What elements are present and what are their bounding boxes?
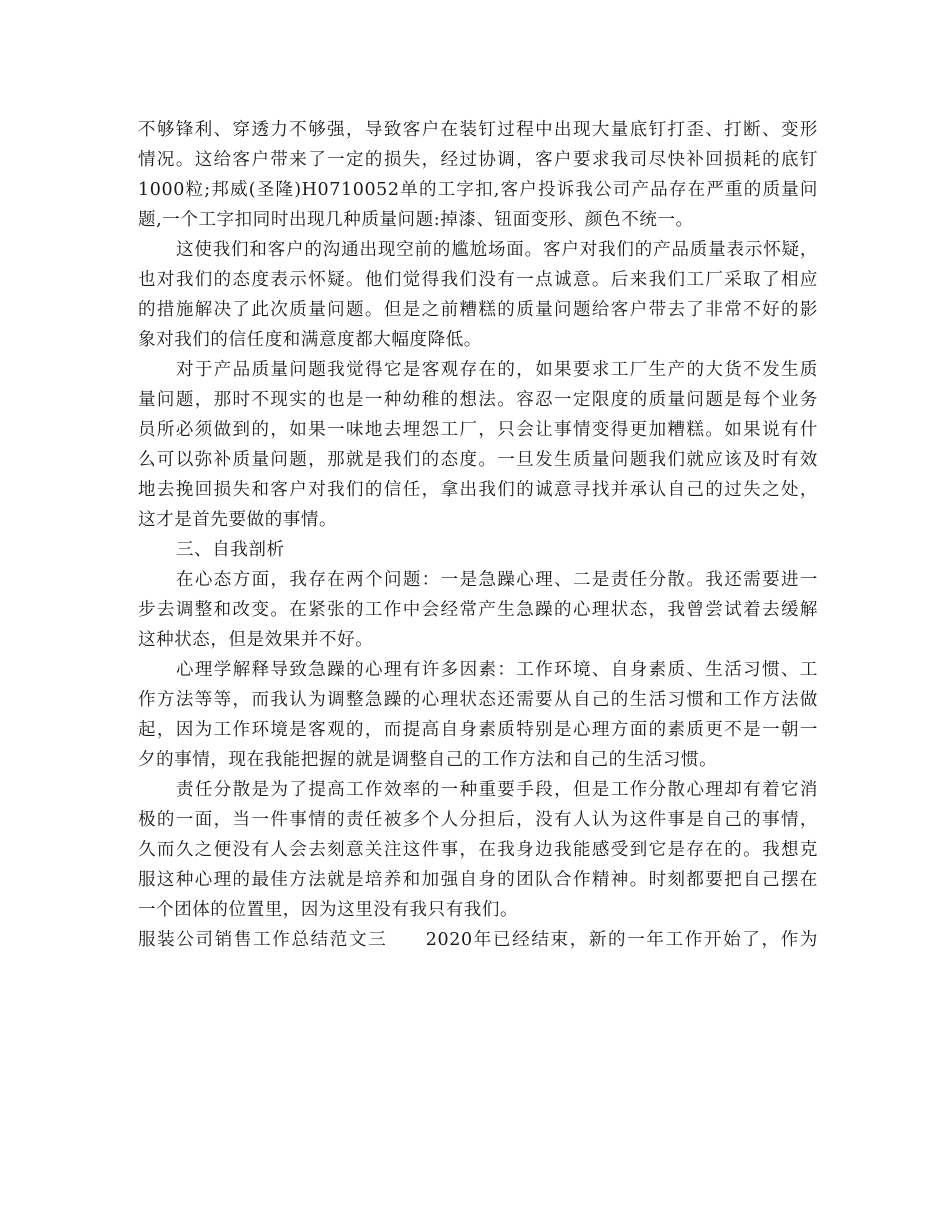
paragraph-line: 服装公司销售工作总结范文三 2020年已经结束，新的一年工作开始了，作为 bbox=[138, 930, 818, 950]
paragraph-line: 象对我们的信任度和满意度都大幅度降低。 bbox=[138, 330, 482, 350]
paragraph-line: 起，因为工作环境是客观的，而提高自身素质特别是心理方面的素质更不是一朝一 bbox=[138, 720, 818, 740]
paragraph-line: 员所必须做到的，如果一味地去埋怨工厂，只会让事情变得更加糟糕。如果说有什 bbox=[138, 420, 818, 440]
paragraph-line: 步去调整和改变。在紧张的工作中会经常产生急躁的心理状态，我曾尝试着去缓解 bbox=[138, 600, 818, 620]
paragraph-line: 服这种心理的最佳方法就是培养和加强自身的团队合作精神。时刻都要把自己摆在 bbox=[138, 870, 818, 890]
paragraph-line: 对于产品质量问题我觉得它是客观存在的，如果要求工厂生产的大货不发生质 bbox=[176, 360, 818, 380]
section-heading: 三、自我剖析 bbox=[176, 540, 285, 560]
paragraph-line: 的措施解决了此次质量问题。但是之前糟糕的质量问题给客户带去了非常不好的影 bbox=[138, 300, 818, 320]
paragraph-line: 1000粒;邦威(圣隆)H0710052单的工字扣,客户投诉我公司产品存在严重的质量问 bbox=[138, 180, 818, 200]
paragraph-line: 责任分散是为了提高工作效率的一种重要手段，但是工作分散心理却有着它消 bbox=[176, 780, 818, 800]
paragraph-line: 这使我们和客户的沟通出现空前的尴尬场面。客户对我们的产品质量表示怀疑， bbox=[176, 240, 818, 260]
paragraph-line: 这种状态，但是效果并不好。 bbox=[138, 630, 374, 650]
paragraph-line: 量问题，那时不现实的也是一种幼稚的想法。容忍一定限度的质量问题是每个业务 bbox=[138, 390, 818, 410]
paragraph-line: 地去挽回损失和客户对我们的信任，拿出我们的诚意寻找并承认自己的过失之处， bbox=[138, 480, 818, 500]
paragraph-line: 么可以弥补质量问题，那就是我们的态度。一旦发生质量问题我们就应该及时有效 bbox=[138, 450, 818, 470]
paragraph-line: 情况。这给客户带来了一定的损失，经过协调，客户要求我司尽快补回损耗的底钉 bbox=[138, 150, 818, 170]
paragraph-line: 心理学解释导致急躁的心理有许多因素：工作环境、自身素质、生活习惯、工 bbox=[176, 660, 818, 680]
paragraph-line: 久而久之便没有人会去刻意关注这件事，在我身边我能感受到它是存在的。我想克 bbox=[138, 840, 818, 860]
paragraph-line: 极的一面，当一件事情的责任被多个人分担后，没有人认为这件事是自己的事情， bbox=[138, 810, 818, 830]
paragraph-line: 也对我们的态度表示怀疑。他们觉得我们没有一点诚意。后来我们工厂采取了相应 bbox=[138, 270, 818, 290]
paragraph-line: 作方法等等，而我认为调整急躁的心理状态还需要从自己的生活习惯和工作方法做 bbox=[138, 690, 818, 710]
paragraph-line: 在心态方面，我存在两个问题：一是急躁心理、二是责任分散。我还需要进一 bbox=[176, 570, 818, 590]
paragraph-line: 不够锋利、穿透力不够强，导致客户在装钉过程中出现大量底钉打歪、打断、变形 bbox=[138, 120, 818, 140]
paragraph-line: 夕的事情，现在我能把握的就是调整自己的工作方法和自己的生活习惯。 bbox=[138, 750, 718, 770]
paragraph-line: 这才是首先要做的事情。 bbox=[138, 510, 338, 530]
paragraph-line: 题,一个工字扣同时出现几种质量问题:掉漆、钮面变形、颜色不统一。 bbox=[138, 210, 694, 230]
paragraph-line: 一个团体的位置里，因为这里没有我只有我们。 bbox=[138, 900, 519, 920]
